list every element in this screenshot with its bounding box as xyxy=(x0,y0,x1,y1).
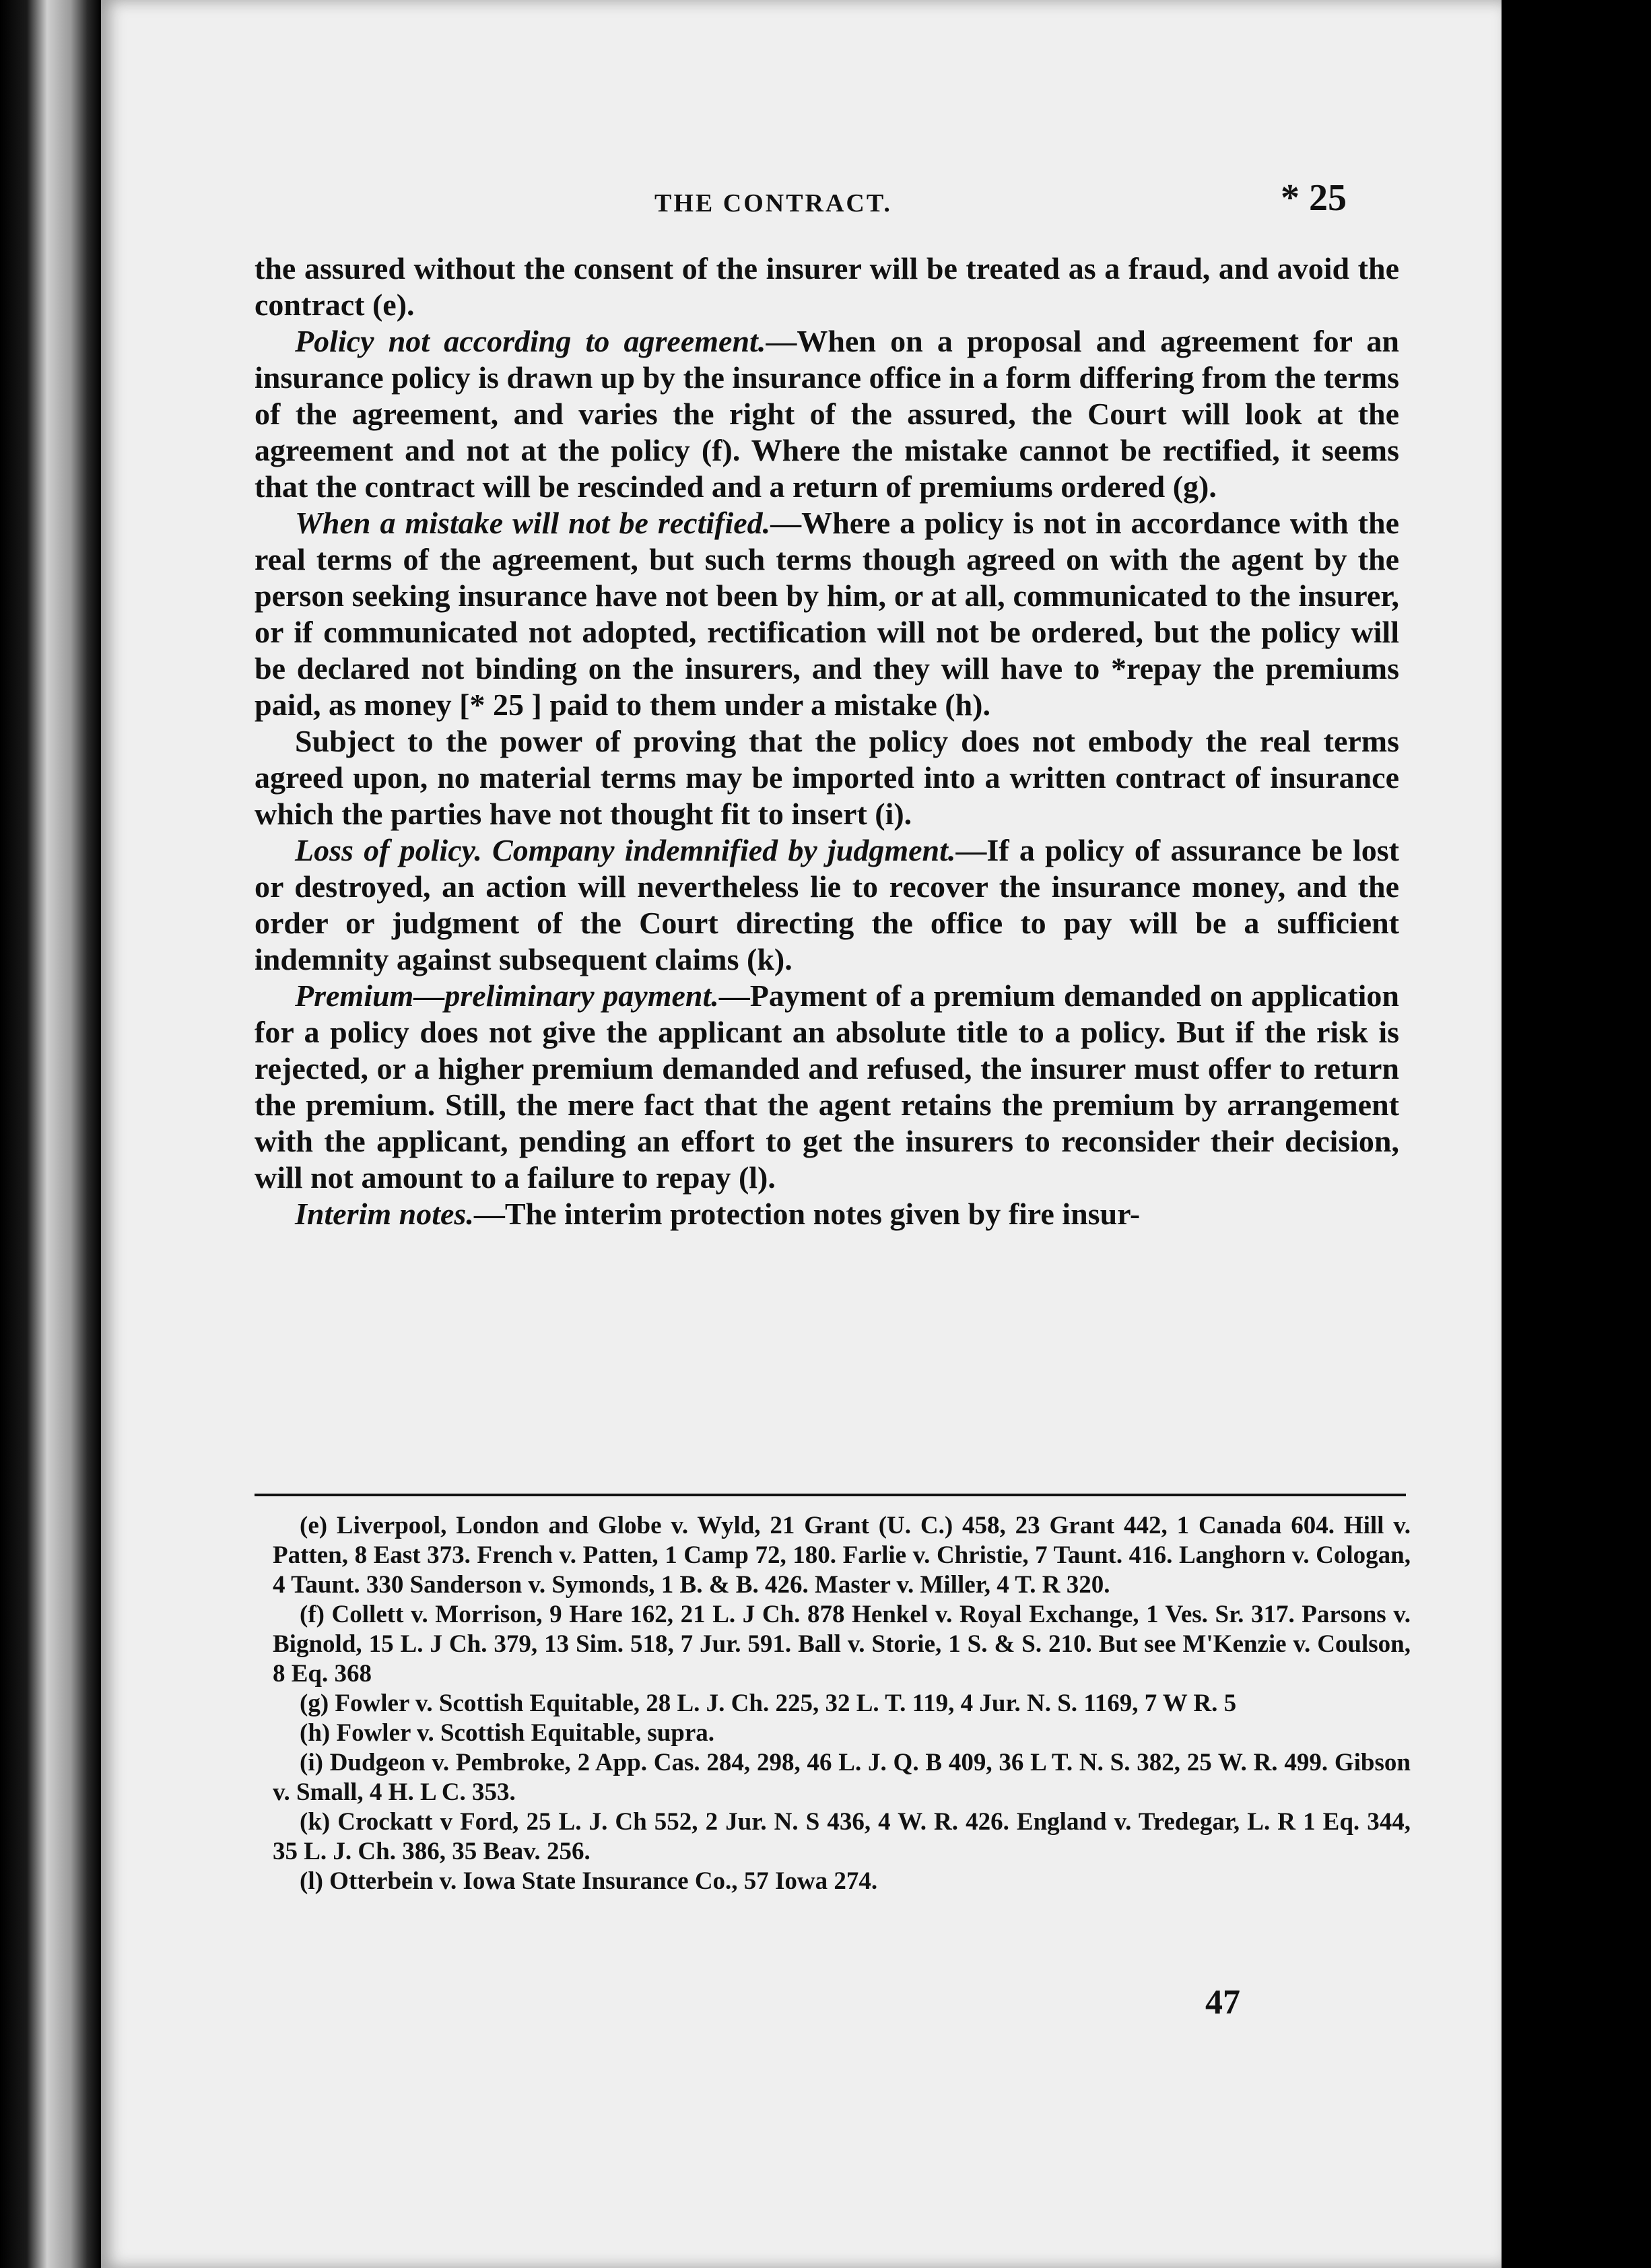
paragraph: Premium—preliminary payment.—Payment of a premium demanded on application for a policy does not give the applicant an absolute title to a policy. But if the risk is rejected, or a higher premium demanded and refused, the insurer must offer to return the premium. Still, the mere fact that the agent retains the premium by arrangement with the applicant, pending an effort to get the insurers to reconsider their decision, will not amount to a failure to repay (l). xyxy=(255,978,1399,1195)
paragraph: Policy not according to agreement.—When on a proposal and agreement for an insurance policy is drawn up by the insurance office in a form differing from the terms of the agreement, and varies the right of the assured, the Court will look at the agreement and not at the policy (f). Where the mistake cannot be rectified, it seems that the contract will be rescinded and a return of premiums ordered (g). xyxy=(255,324,1400,504)
footnote-g: (g) Fowler v. Scottish Equitable, 28 L. J. Ch. 225, 32 L. T. 119, 4 Jur. N. S. 1169, 7 W R. 5 xyxy=(300,1690,1237,1717)
footnote-i: (i) Dudgeon v. Pembroke, 2 App. Cas. 284, 298, 46 L. J. Q. B 409, 36 L T. N. S. 382, 25 W. R. 499. Gibson v. Small, 4 H. L C. 353. xyxy=(273,1749,1411,1806)
book-page xyxy=(101,0,1502,2268)
running-title: THE CONTRACT. xyxy=(654,189,892,218)
margin-reference: [* 25 ] xyxy=(459,688,542,722)
section-heading: Premium—preliminary payment. xyxy=(295,978,719,1013)
section-heading: When a mistake will not be rectified. xyxy=(295,506,771,540)
footnote-k: (k) Crockatt v Ford, 25 L. J. Ch 552, 2 Jur. N. S 436, 4 W. R. 426. England v. Tredegar, L. R 1 Eq. 344, 35 L. J. Ch. 386, 35 Beav. 256. xyxy=(273,1808,1411,1865)
section-heading: Loss of policy. Company indemnified by judgment. xyxy=(295,833,956,867)
paragraph: Subject to the power of proving that the policy does not embody the real terms agreed upon, no material terms may be imported into a written contract of insurance which the parties have not thought fit to insert (i). xyxy=(255,724,1399,831)
footnote-h: (h) Fowler v. Scottish Equitable, supra. xyxy=(300,1719,715,1747)
section-heading: Policy not according to agreement. xyxy=(295,324,766,358)
paragraph: the assured without the consent of the insurer will be treated as a fraud, and avoid the contract (e). xyxy=(255,251,1399,322)
footnotes xyxy=(273,1511,1411,1896)
page-number-top: * 25 xyxy=(1281,177,1347,219)
page-number-bottom: 47 xyxy=(1205,1983,1240,2022)
body-text xyxy=(255,251,1399,1232)
paragraph: Interim notes.—The interim protection notes given by fire insur- xyxy=(295,1197,1141,1231)
paragraph: When a mistake will not be rectified.—Where a policy is not in accordance with the real terms of the agreement, but such terms though agreed on with the agent by the person seeking insurance have not been by him, or at all, communicated to the insurer, or if communicated not adopted, rectification will not be ordered, but the policy will be declared not binding on the insurers, and they will have to *repay the premiums paid, as money [* 25 ] paid to them under a mistake (h). xyxy=(255,506,1399,722)
book-gutter xyxy=(0,0,101,2268)
footnote-divider xyxy=(255,1494,1406,1496)
paragraph: Loss of policy. Company indemnified by judgment.—If a policy of assurance be lost or destroyed, an action will nevertheless lie to recover the insurance money, and the order or judgment of the Court directing the office to pay will be a sufficient indemnity against subsequent claims (k). xyxy=(255,833,1399,976)
section-heading: Interim notes. xyxy=(295,1197,474,1231)
footnote-l: (l) Otterbein v. Iowa State Insurance Co., 57 Iowa 274. xyxy=(300,1867,878,1895)
footnote-f: (f) Collett v. Morrison, 9 Hare 162, 21 L. J Ch. 878 Henkel v. Royal Exchange, 1 Ves. Sr. 317. Parsons v. Bignold, 15 L. J Ch. 379, 13 Sim. 518, 7 Jur. 591. Ball v. Storie, 1 S. & S. 210. But see M'Kenzie v. Coulson, 8 Eq. 368 xyxy=(273,1601,1411,1688)
footnote-e: (e) Liverpool, London and Globe v. Wyld, 21 Grant (U. C.) 458, 23 Grant 442, 1 Canada 604. Hill v. Patten, 8 East 373. French v. Patten, 1 Camp 72, 180. Farlie v. Christie, 7 Taunt. 416. Langhorn v. Cologan, 4 Taunt. 330 Sanderson v. Symonds, 1 B. & B. 426. Master v. Miller, 4 T. R 320. xyxy=(273,1512,1411,1599)
